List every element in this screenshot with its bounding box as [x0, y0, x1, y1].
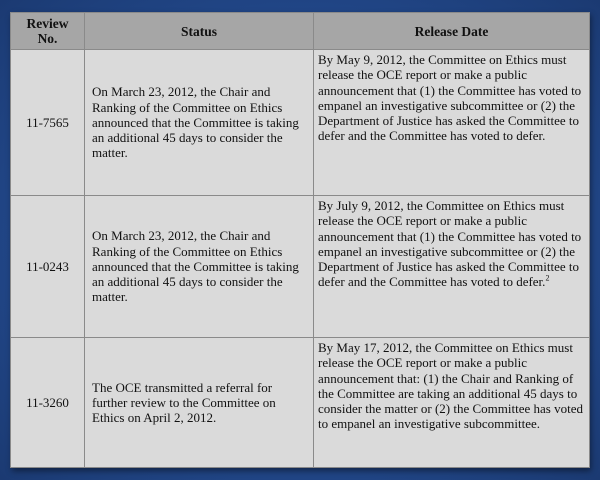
release-date-cell: By May 9, 2012, the Committee on Ethics must release the OCE report or make a public announcement that (1) the Committee has voted to empanel an investigative subcommittee or (2) the Department of Justice has asked the Committee to defer and the Committee has voted to defer. — [314, 50, 590, 196]
release-date-cell: By July 9, 2012, the Committee on Ethics must release the OCE report or make a public announcement that (1) the Committee has voted to empanel an investigative subcommittee or (2) the Department of Justice has asked the Committee to defer and the Committee has voted to defer. — [318, 198, 582, 290]
header-release-date: Release Date — [314, 13, 590, 50]
release-date-cell: By May 17, 2012, the Committee on Ethics must release the OCE report or make a public announcement that: (1) the Chair and Ranking of the Committee are taking an additional 45 days to consider the matter or (2) the Committee has voted to empanel an investigative subcommittee. — [314, 338, 590, 468]
header-review-no: Review No. — [11, 13, 85, 50]
header-status: Status — [85, 13, 314, 50]
status-cell: The OCE transmitted a referral for further review to the Committee on Ethics on April 2, 2012. — [85, 338, 314, 468]
table-row — [11, 196, 590, 338]
status-cell: On March 23, 2012, the Chair and Ranking of the Committee on Ethics announced that the Committee is taking an additional 45 days to consider the matter. — [85, 196, 314, 338]
review-number-cell: 11-0243 — [11, 196, 85, 338]
review-number-cell: 11-3260 — [11, 338, 85, 468]
review-status-table — [10, 12, 590, 468]
review-number-cell: 11-7565 — [11, 50, 85, 196]
table-row — [11, 50, 590, 196]
footnote-marker[interactable]: 2 — [545, 274, 550, 284]
review-table-panel — [10, 12, 589, 468]
release-date-cell-wrapper — [314, 196, 590, 338]
table-row — [11, 338, 590, 468]
status-cell: On March 23, 2012, the Chair and Ranking of the Committee on Ethics announced that the Committee is taking an additional 45 days to consider the matter. — [85, 50, 314, 196]
header-row — [11, 13, 590, 50]
